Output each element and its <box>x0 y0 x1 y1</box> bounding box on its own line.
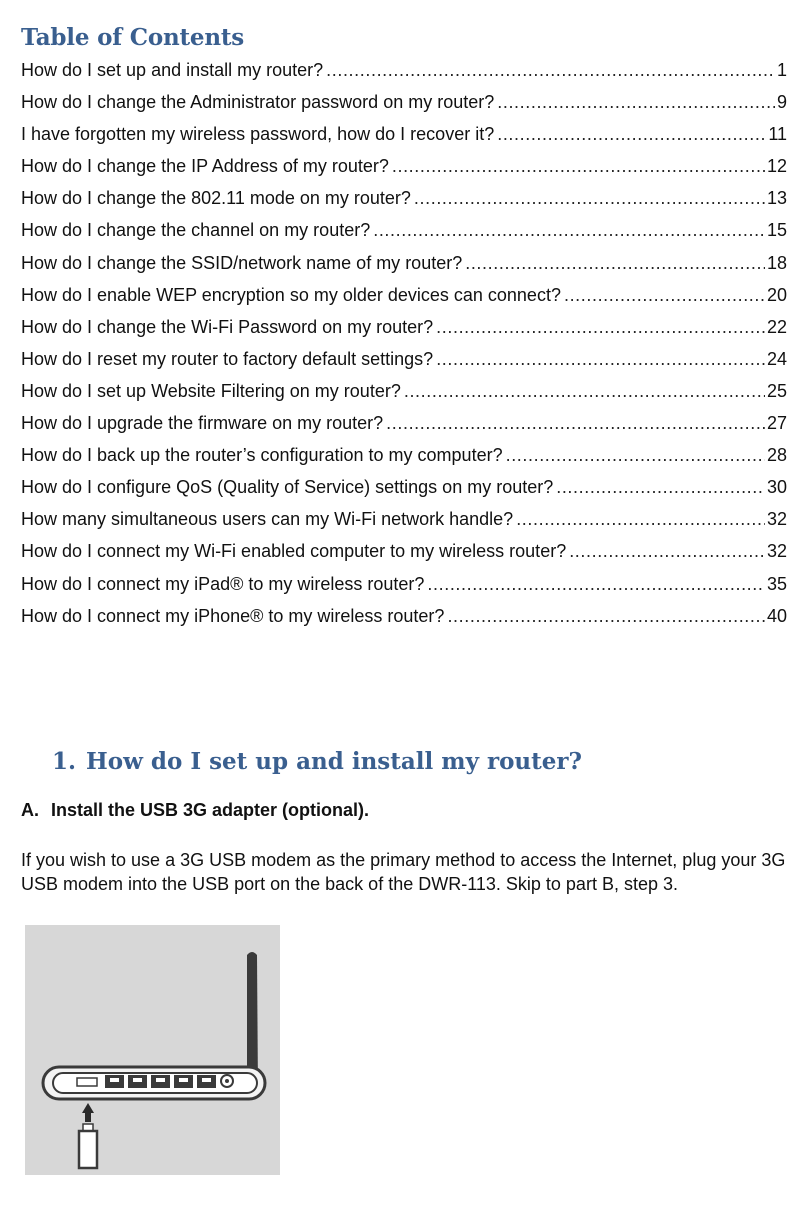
toc-leader-dots <box>556 471 765 503</box>
toc-entry[interactable] <box>21 503 787 535</box>
toc-entry-text: I have forgotten my wireless password, how do I recover it? <box>21 124 495 145</box>
step-paragraph: If you wish to use a 3G USB modem as the primary method to access the Internet, plug your 3G USB modem into the USB port on the back of the DWR-113. Skip to part B, step 3. <box>21 850 786 894</box>
toc-entry-text: How do I change the Administrator password on my router? <box>21 92 495 113</box>
toc-entry-page: 13 <box>766 188 787 209</box>
step-letter: A. <box>21 800 39 820</box>
toc-entry[interactable] <box>21 118 787 150</box>
toc-entry-page: 1 <box>776 60 787 80</box>
toc-entry-page: 30 <box>766 477 787 498</box>
toc-entry-text: How do I connect my iPad® to my wireless router? <box>21 573 425 594</box>
toc-entry-page: 28 <box>766 445 787 466</box>
toc-entry[interactable] <box>21 407 787 439</box>
toc-leader-dots <box>373 214 765 246</box>
toc-entry[interactable] <box>21 600 787 632</box>
toc-entry[interactable] <box>21 343 787 375</box>
toc-entry-text: How do I change the channel on my router? <box>21 220 371 241</box>
toc-entry-page: 22 <box>766 316 787 337</box>
toc-leader-dots <box>436 343 765 375</box>
toc-entry-text: How do I set up and install my router? <box>21 60 324 80</box>
toc-entry-page: 12 <box>766 156 787 177</box>
toc-entry-text: How many simultaneous users can my Wi-Fi network handle? <box>21 509 514 530</box>
toc-entry-page: 20 <box>766 284 787 305</box>
toc-entry-page: 32 <box>766 541 787 562</box>
toc-leader-dots <box>326 54 775 86</box>
toc-leader-dots <box>497 86 775 118</box>
toc-entry[interactable] <box>21 311 787 343</box>
toc-entry-text: How do I configure QoS (Quality of Service) settings on my router? <box>21 477 554 498</box>
router-usb-figure <box>25 925 280 1175</box>
usb-port-icon <box>77 1078 97 1086</box>
toc-entry-text: How do I enable WEP encryption so my older devices can connect? <box>21 284 561 305</box>
toc-entry[interactable] <box>21 86 787 118</box>
toc-entry[interactable] <box>21 150 787 182</box>
toc-title: Table of Contents <box>21 24 245 51</box>
toc-entry-page: 15 <box>766 220 787 241</box>
toc-entry[interactable] <box>21 439 787 471</box>
toc-leader-dots <box>497 118 766 150</box>
toc-entry-text: How do I change the SSID/network name of my router? <box>21 252 463 273</box>
toc-entry-page: 9 <box>776 92 787 113</box>
toc-entry[interactable] <box>21 535 787 567</box>
section-number: 1. <box>52 748 77 775</box>
toc-leader-dots <box>516 503 765 535</box>
toc-entry-text: How do I set up Website Filtering on my router? <box>21 380 401 401</box>
toc-leader-dots <box>436 311 765 343</box>
toc-entry-text: How do I change the 802.11 mode on my router? <box>21 188 411 209</box>
step-title: Install the USB 3G adapter (optional). <box>51 800 370 820</box>
toc-entry-text: How do I reset my router to factory default settings? <box>21 348 434 369</box>
toc-entry-page: 18 <box>766 252 787 273</box>
toc-entry[interactable] <box>21 279 787 311</box>
toc-entry[interactable] <box>21 54 787 86</box>
toc-leader-dots <box>506 439 765 471</box>
toc-entry[interactable] <box>21 471 787 503</box>
toc-entry-page: 25 <box>766 380 787 401</box>
toc-leader-dots <box>569 535 765 567</box>
toc-entry-page: 24 <box>766 348 787 369</box>
toc-entry-page: 35 <box>766 573 787 594</box>
toc-entry[interactable] <box>21 214 787 246</box>
toc-entry-page: 11 <box>768 124 787 145</box>
toc-entry-text: How do I upgrade the firmware on my router? <box>21 413 384 434</box>
toc-leader-dots <box>404 375 765 407</box>
toc-leader-dots <box>414 182 765 214</box>
toc-entry-page: 32 <box>766 509 787 530</box>
section-title: How do I set up and install my router? <box>86 748 582 775</box>
toc-entry[interactable] <box>21 182 787 214</box>
router-usb-illustration-icon <box>25 925 280 1175</box>
toc-entry[interactable] <box>21 375 787 407</box>
toc-list <box>21 54 787 632</box>
toc-leader-dots <box>386 407 765 439</box>
toc-entry-page: 40 <box>766 605 787 626</box>
toc-entry-page: 27 <box>766 413 787 434</box>
toc-entry-text: How do I back up the router’s configuration to my computer? <box>21 445 503 466</box>
section-heading <box>52 748 582 775</box>
toc-leader-dots <box>564 279 765 311</box>
toc-entry-text: How do I change the IP Address of my router? <box>21 156 389 177</box>
toc-entry[interactable] <box>21 247 787 279</box>
toc-leader-dots <box>392 150 765 182</box>
toc-entry-text: How do I change the Wi-Fi Password on my router? <box>21 316 434 337</box>
toc-leader-dots <box>427 568 765 600</box>
insert-arrow-icon <box>82 1103 94 1122</box>
toc-leader-dots <box>447 600 765 632</box>
step-heading <box>21 800 369 821</box>
toc-entry-text: How do I connect my Wi-Fi enabled computer to my wireless router? <box>21 541 567 562</box>
toc-leader-dots <box>465 247 765 279</box>
toc-entry[interactable] <box>21 568 787 600</box>
toc-entry-text: How do I connect my iPhone® to my wireless router? <box>21 605 445 626</box>
